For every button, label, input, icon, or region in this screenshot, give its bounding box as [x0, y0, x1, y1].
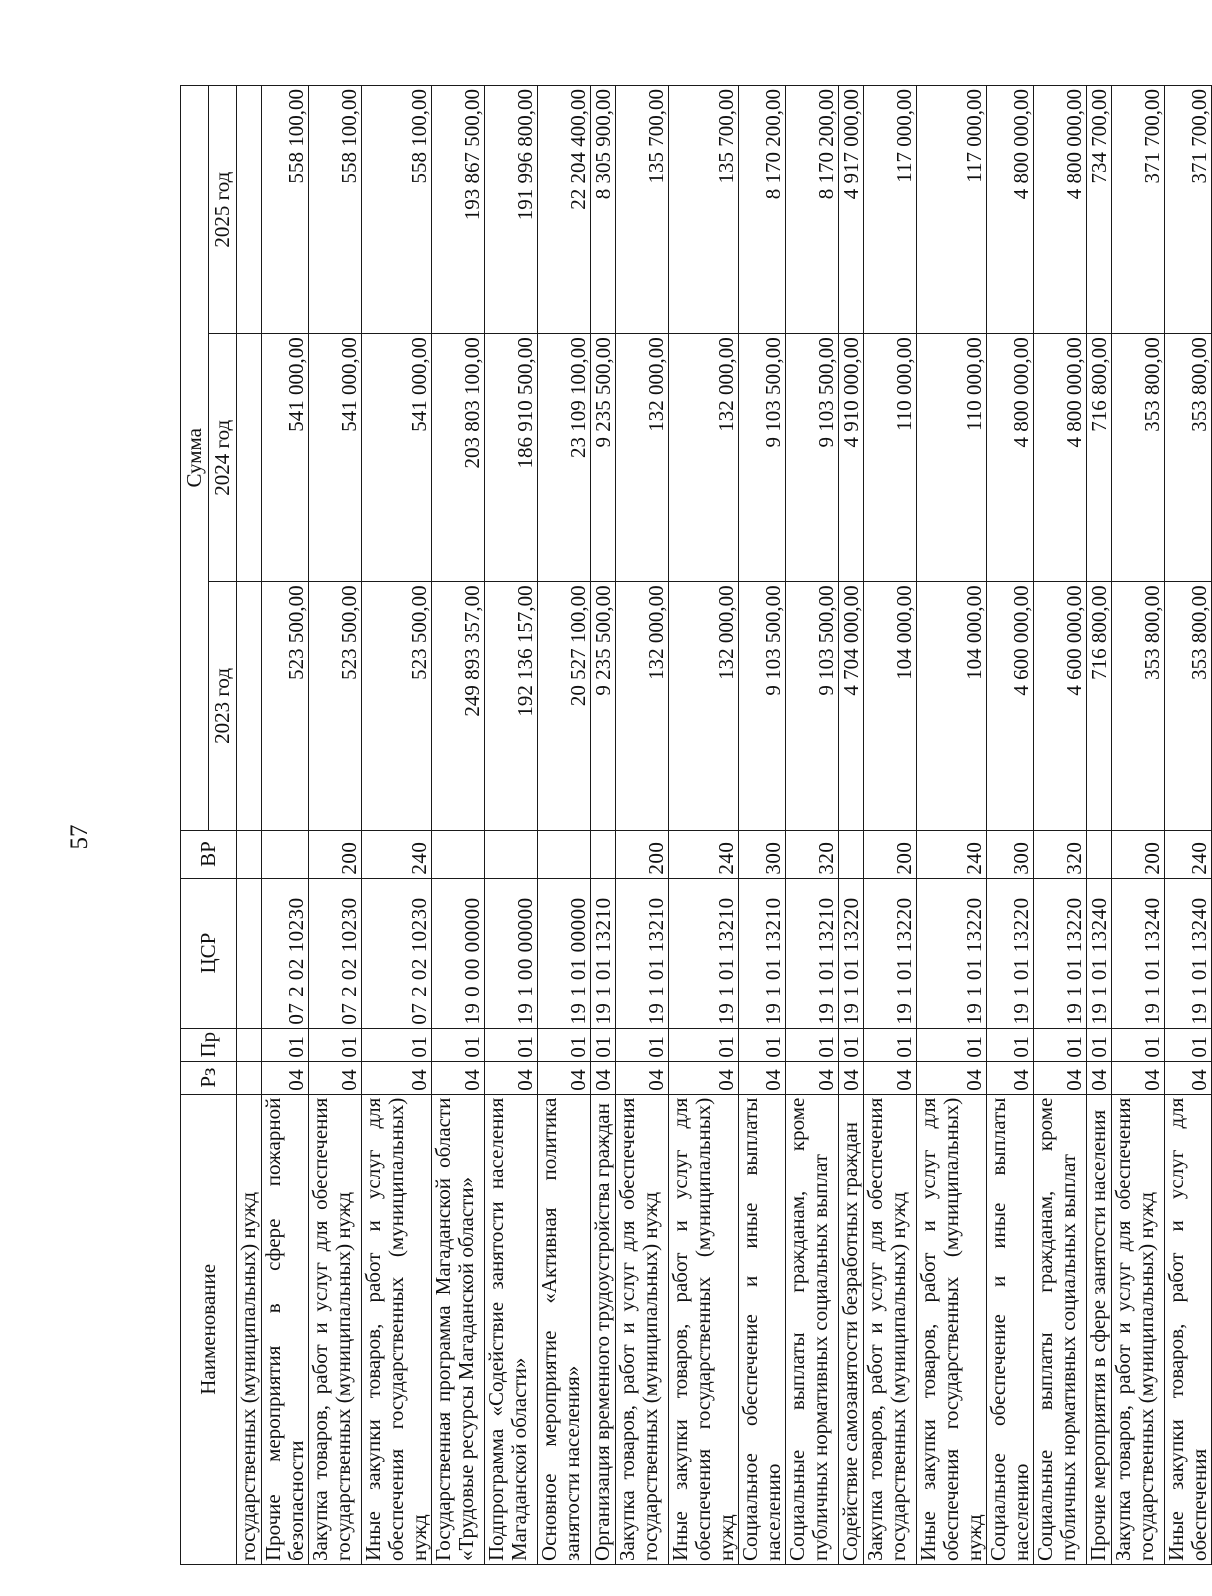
cell-name [917, 1094, 987, 1564]
cell-2023 [237, 582, 262, 830]
row-name-text: Социальное обеспечение и иные выплаты населению [738, 1097, 785, 1561]
budget-table-sheet [180, 85, 1211, 1565]
cell-csr: 19 1 01 13220 [864, 878, 917, 1028]
cell-rz: 04 [917, 1061, 987, 1094]
cell-csr: 19 1 01 00000 [538, 878, 591, 1028]
cell-vr: 200 [309, 830, 362, 878]
cell-csr: 07 2 02 10230 [262, 878, 309, 1028]
cell-rz: 04 [485, 1061, 538, 1094]
cell-rz: 04 [309, 1061, 362, 1094]
table-row [839, 86, 864, 1565]
cell-2023: 132 000,00 [669, 582, 739, 830]
cell-2023: 353 800,00 [1112, 582, 1165, 830]
cell-2023: 523 500,00 [262, 582, 309, 830]
cell-vr [485, 830, 538, 878]
table-row [309, 86, 362, 1565]
table-row [237, 86, 262, 1565]
cell-2025: 4 917 000,00 [839, 86, 864, 334]
cell-name [432, 1094, 485, 1564]
row-name-text: Содействие самозанятости безработных граждан [838, 1122, 862, 1561]
header-pr: Пр [181, 1028, 237, 1061]
cell-vr: 240 [917, 830, 987, 878]
cell-2024: 4 800 000,00 [987, 334, 1034, 582]
cell-2025: 117 000,00 [864, 86, 917, 334]
cell-name [1165, 1094, 1212, 1564]
cell-vr: 200 [864, 830, 917, 878]
header-sum: Сумма [181, 86, 209, 831]
cell-vr [262, 830, 309, 878]
cell-name [1112, 1094, 1165, 1564]
cell-2024: 132 000,00 [616, 334, 669, 582]
cell-2023: 523 500,00 [362, 582, 432, 830]
header-rz: Рз [181, 1061, 237, 1094]
cell-rz: 04 [739, 1061, 786, 1094]
cell-2023: 4 600 000,00 [987, 582, 1034, 830]
cell-pr [237, 1028, 262, 1061]
cell-pr: 01 [362, 1028, 432, 1061]
cell-vr [237, 830, 262, 878]
cell-2025: 193 867 500,00 [432, 86, 485, 334]
cell-2023: 104 000,00 [864, 582, 917, 830]
cell-csr: 19 1 01 13210 [786, 878, 839, 1028]
cell-2023: 9 103 500,00 [786, 582, 839, 830]
cell-2025: 8 170 200,00 [739, 86, 786, 334]
cell-pr: 01 [786, 1028, 839, 1061]
cell-2023: 20 527 100,00 [538, 582, 591, 830]
cell-2024: 132 000,00 [669, 334, 739, 582]
cell-pr: 01 [1165, 1028, 1212, 1061]
cell-2025: 371 700,00 [1112, 86, 1165, 334]
cell-2025: 558 100,00 [309, 86, 362, 334]
row-name-text: Иные закупки товаров, работ и услуг для обеспечения [1164, 1097, 1211, 1561]
cell-csr: 19 1 01 13240 [1165, 878, 1212, 1028]
header-2025: 2025 год [209, 86, 237, 334]
cell-2025: 135 700,00 [669, 86, 739, 334]
cell-2024: 9 103 500,00 [786, 334, 839, 582]
cell-2024: 9 235 500,00 [591, 334, 616, 582]
cell-2025: 558 100,00 [362, 86, 432, 334]
cell-2025 [237, 86, 262, 334]
cell-pr: 01 [839, 1028, 864, 1061]
table-row [864, 86, 917, 1565]
table-row [1112, 86, 1165, 1565]
row-name-text: Социальные выплаты гражданам, кроме публичных нормативных социальных выплат [1033, 1097, 1080, 1561]
table-row [485, 86, 538, 1565]
cell-name [616, 1094, 669, 1564]
cell-pr: 01 [262, 1028, 309, 1061]
cell-2025: 8 170 200,00 [786, 86, 839, 334]
table-row [669, 86, 739, 1565]
cell-2024: 353 800,00 [1165, 334, 1212, 582]
cell-vr [1087, 830, 1112, 878]
cell-vr: 300 [739, 830, 786, 878]
cell-pr: 01 [309, 1028, 362, 1061]
cell-csr: 19 1 01 13240 [1087, 878, 1112, 1028]
row-name-text: Основное мероприятие «Активная политика занятости населения» [537, 1097, 584, 1561]
cell-rz: 04 [362, 1061, 432, 1094]
cell-csr: 19 1 00 00000 [485, 878, 538, 1028]
table-row [739, 86, 786, 1565]
cell-rz: 04 [262, 1061, 309, 1094]
cell-2024: 186 910 500,00 [485, 334, 538, 582]
cell-2024: 541 000,00 [262, 334, 309, 582]
cell-vr: 320 [1034, 830, 1087, 878]
cell-pr: 01 [432, 1028, 485, 1061]
table-row [1034, 86, 1087, 1565]
cell-rz: 04 [1034, 1061, 1087, 1094]
cell-pr: 01 [864, 1028, 917, 1061]
cell-name [739, 1094, 786, 1564]
row-name-text: Закупка товаров, работ и услуг для обеспечения государственных (муниципальных) нужд [1111, 1097, 1158, 1561]
table-row [917, 86, 987, 1565]
cell-csr: 19 1 01 13210 [739, 878, 786, 1028]
cell-vr [432, 830, 485, 878]
table-row [1087, 86, 1112, 1565]
cell-rz: 04 [616, 1061, 669, 1094]
cell-rz: 04 [839, 1061, 864, 1094]
row-name-text: Подпрограмма «Содействие занятости населения Магаданской области» [484, 1097, 531, 1561]
cell-pr: 01 [616, 1028, 669, 1061]
cell-name [839, 1094, 864, 1564]
cell-csr: 19 1 01 13210 [616, 878, 669, 1028]
cell-2025: 117 000,00 [917, 86, 987, 334]
cell-rz: 04 [538, 1061, 591, 1094]
cell-name [262, 1094, 309, 1564]
cell-csr: 19 1 01 13220 [917, 878, 987, 1028]
cell-pr: 01 [485, 1028, 538, 1061]
cell-rz: 04 [669, 1061, 739, 1094]
cell-name [485, 1094, 538, 1564]
cell-2023: 192 136 157,00 [485, 582, 538, 830]
page-number: 57 [66, 824, 93, 850]
cell-2024: 203 803 100,00 [432, 334, 485, 582]
cell-2024: 23 109 100,00 [538, 334, 591, 582]
row-name-text: Прочие мероприятия в сфере занятости населения [1086, 1109, 1110, 1561]
table-row [432, 86, 485, 1565]
table-body [237, 86, 1212, 1565]
cell-2025: 4 800 000,00 [987, 86, 1034, 334]
cell-pr: 01 [591, 1028, 616, 1061]
cell-csr: 07 2 02 10230 [309, 878, 362, 1028]
cell-name [669, 1094, 739, 1564]
cell-csr: 19 0 00 00000 [432, 878, 485, 1028]
cell-name [864, 1094, 917, 1564]
cell-vr: 240 [669, 830, 739, 878]
row-name-text: Закупка товаров, работ и услуг для обеспечения государственных (муниципальных) нужд [308, 1097, 355, 1561]
cell-2024: 4 910 000,00 [839, 334, 864, 582]
cell-2025: 558 100,00 [262, 86, 309, 334]
cell-2025: 191 996 800,00 [485, 86, 538, 334]
header-name: Наименование [181, 1094, 237, 1564]
cell-2024: 110 000,00 [917, 334, 987, 582]
cell-name [538, 1094, 591, 1564]
cell-name [362, 1094, 432, 1564]
cell-2023: 9 103 500,00 [739, 582, 786, 830]
cell-rz: 04 [987, 1061, 1034, 1094]
row-name-text: Иные закупки товаров, работ и услуг для обеспечения государственных (муниципальных) нужд [668, 1097, 738, 1561]
cell-2025: 734 700,00 [1087, 86, 1112, 334]
header-2023: 2023 год [209, 582, 237, 830]
row-name-text: Социальные выплаты гражданам, кроме публичных нормативных социальных выплат [785, 1097, 832, 1561]
table-row [616, 86, 669, 1565]
cell-2023: 9 235 500,00 [591, 582, 616, 830]
cell-2023: 132 000,00 [616, 582, 669, 830]
row-name-text: Организация временного трудоустройства граждан [590, 1103, 614, 1561]
table-row [538, 86, 591, 1565]
cell-csr: 19 1 01 13210 [591, 878, 616, 1028]
cell-pr: 01 [1112, 1028, 1165, 1061]
table-row [591, 86, 616, 1565]
table-row [262, 86, 309, 1565]
cell-2025: 8 305 900,00 [591, 86, 616, 334]
cell-2023: 716 800,00 [1087, 582, 1112, 830]
row-name-text: Закупка товаров, работ и услуг для обеспечения государственных (муниципальных) нужд [863, 1097, 910, 1561]
cell-2023: 523 500,00 [309, 582, 362, 830]
cell-2024: 541 000,00 [309, 334, 362, 582]
cell-2023: 4 704 000,00 [839, 582, 864, 830]
cell-pr: 01 [669, 1028, 739, 1061]
cell-2023: 353 800,00 [1165, 582, 1212, 830]
cell-vr: 320 [786, 830, 839, 878]
cell-2024: 9 103 500,00 [739, 334, 786, 582]
cell-vr: 240 [1165, 830, 1212, 878]
cell-pr: 01 [987, 1028, 1034, 1061]
row-name-text: Закупка товаров, работ и услуг для обеспечения государственных (муниципальных) нужд [615, 1097, 662, 1561]
cell-vr: 300 [987, 830, 1034, 878]
row-name-text: Социальное обеспечение и иные выплаты населению [986, 1097, 1033, 1561]
cell-vr: 240 [362, 830, 432, 878]
cell-rz: 04 [786, 1061, 839, 1094]
cell-vr [591, 830, 616, 878]
cell-csr: 19 1 01 13220 [839, 878, 864, 1028]
cell-name [786, 1094, 839, 1564]
cell-2025: 371 700,00 [1165, 86, 1212, 334]
cell-rz [237, 1061, 262, 1094]
cell-name [1034, 1094, 1087, 1564]
cell-pr: 01 [1034, 1028, 1087, 1061]
cell-csr: 19 1 01 13240 [1112, 878, 1165, 1028]
budget-table [180, 85, 1212, 1565]
cell-csr: 19 1 01 13220 [1034, 878, 1087, 1028]
cell-rz: 04 [1165, 1061, 1212, 1094]
header-vr: ВР [181, 830, 237, 878]
row-name-text: Прочие мероприятия в сфере пожарной безопасности [261, 1097, 308, 1561]
cell-rz: 04 [1087, 1061, 1112, 1094]
cell-rz: 04 [1112, 1061, 1165, 1094]
table-header [181, 86, 237, 1565]
cell-csr: 19 1 01 13210 [669, 878, 739, 1028]
cell-2025: 135 700,00 [616, 86, 669, 334]
row-name-text: Государственная программа Магаданской области «Трудовые ресурсы Магаданской области» [431, 1097, 478, 1561]
cell-pr: 01 [739, 1028, 786, 1061]
cell-csr: 07 2 02 10230 [362, 878, 432, 1028]
cell-2023: 4 600 000,00 [1034, 582, 1087, 830]
cell-2024: 716 800,00 [1087, 334, 1112, 582]
cell-vr: 200 [1112, 830, 1165, 878]
cell-name [591, 1094, 616, 1564]
row-name-text: Иные закупки товаров, работ и услуг для обеспечения государственных (муниципальных) нужд [361, 1097, 431, 1561]
cell-2023: 249 893 357,00 [432, 582, 485, 830]
cell-vr [839, 830, 864, 878]
cell-pr: 01 [538, 1028, 591, 1061]
cell-pr: 01 [1087, 1028, 1112, 1061]
table-row [362, 86, 432, 1565]
cell-pr: 01 [917, 1028, 987, 1061]
cell-2024: 353 800,00 [1112, 334, 1165, 582]
cell-2025: 22 204 400,00 [538, 86, 591, 334]
table-row [786, 86, 839, 1565]
row-name-text: государственных (муниципальных) нужд [236, 1191, 260, 1561]
cell-rz: 04 [864, 1061, 917, 1094]
header-csr: ЦСР [181, 878, 237, 1028]
cell-2024: 110 000,00 [864, 334, 917, 582]
cell-csr [237, 878, 262, 1028]
cell-rz: 04 [432, 1061, 485, 1094]
cell-name [237, 1094, 262, 1564]
row-name-text: Иные закупки товаров, работ и услуг для обеспечения государственных (муниципальных) нужд [916, 1097, 986, 1561]
cell-2025: 4 800 000,00 [1034, 86, 1087, 334]
cell-vr: 200 [616, 830, 669, 878]
header-2024: 2024 год [209, 334, 237, 582]
cell-name [309, 1094, 362, 1564]
cell-2023: 104 000,00 [917, 582, 987, 830]
table-row [987, 86, 1034, 1565]
cell-csr: 19 1 01 13220 [987, 878, 1034, 1028]
cell-2024: 4 800 000,00 [1034, 334, 1087, 582]
cell-2024 [237, 334, 262, 582]
cell-2024: 541 000,00 [362, 334, 432, 582]
cell-rz: 04 [591, 1061, 616, 1094]
cell-name [987, 1094, 1034, 1564]
cell-name [1087, 1094, 1112, 1564]
cell-vr [538, 830, 591, 878]
table-row [1165, 86, 1212, 1565]
